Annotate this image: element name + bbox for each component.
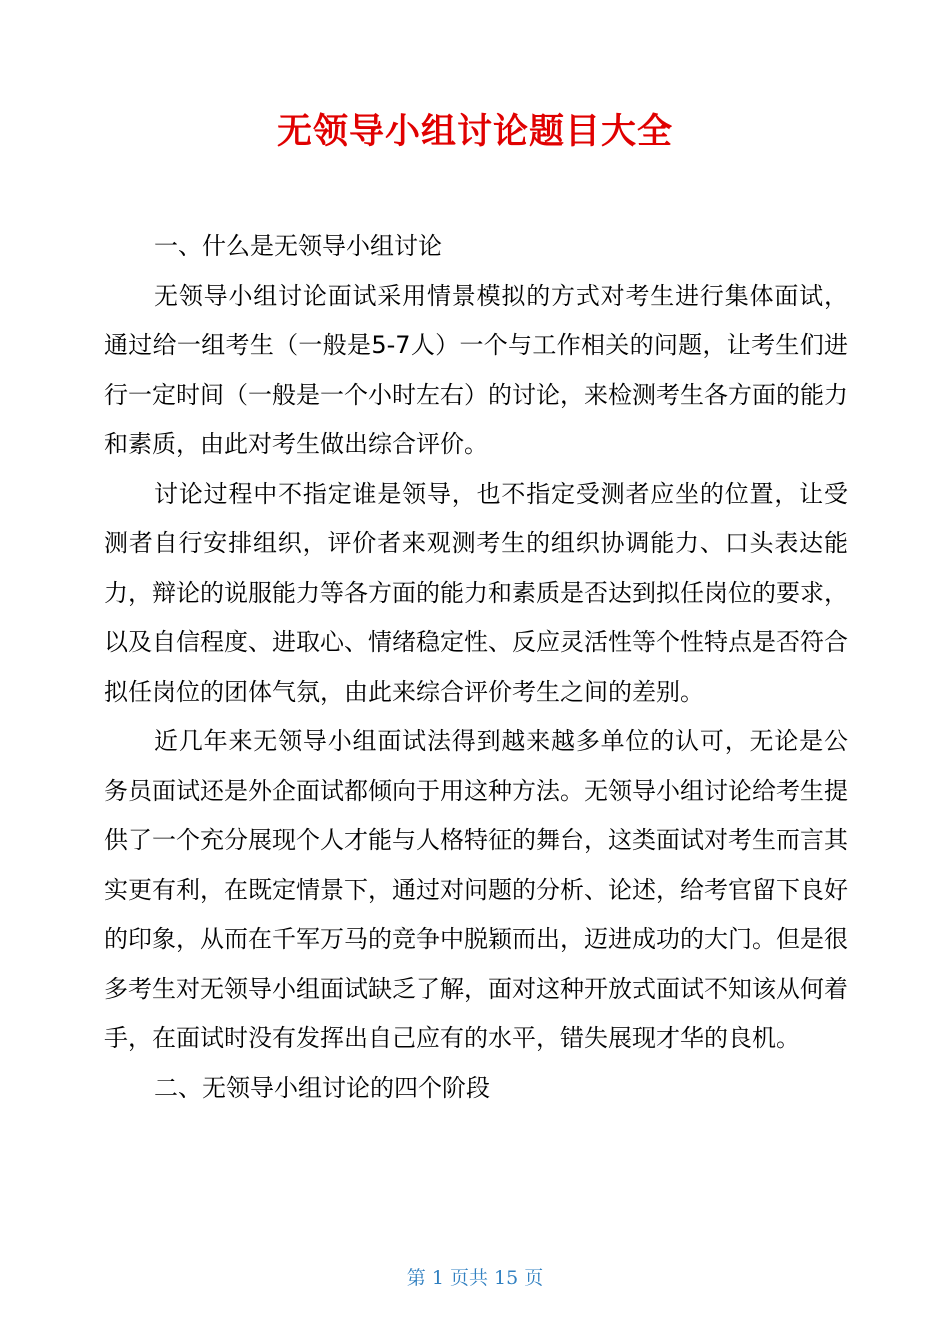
paragraph-3: 近几年来无领导小组面试法得到越来越多单位的认可，无论是公务员面试还是外企面试都倾向于用这种方法。无领导小组讨论给考生提供了一个充分展现个人才能与人格特征的舞台，这类面试对考生而言其实更有利，在既定情景下，通过对问题的分析、论述，给考官留下良好的印象，从而在千军万马的竞争中脱颖而出，迈进成功的大门。但是很多考生对无领导小组面试缺乏了解，面对这种开放式面试不知该从何着手，在面试时没有发挥出自己应有的水平，错失展现才华的良机。 bbox=[104, 727, 848, 1052]
section-heading-1: 一、什么是无领导小组讨论 bbox=[154, 232, 442, 260]
document-title: 无领导小组讨论题目大全 bbox=[276, 112, 673, 152]
paragraph-1: 无领导小组讨论面试采用情景模拟的方式对考生进行集体面试，通过给一组考生（一般是5-7人）一个与工作相关的问题，让考生们进行一定时间（一般是一个小时左右）的讨论，来检测考生各方面的能力和素质，由此对考生做出综合评价。 bbox=[104, 281, 848, 458]
paragraph-2: 讨论过程中不指定谁是领导，也不指定受测者应坐的位置，让受测者自行安排组织，评价者来观测考生的组织协调能力、口头表达能力，辩论的说服能力等各方面的能力和素质是否达到拟任岗位的要求，以及自信程度、进取心、情绪稳定性、反应灵活性等个性特点是否符合拟任岗位的团体气氛，由此来综合评价考生之间的差别。 bbox=[104, 479, 848, 706]
section-heading-2: 二、无领导小组讨论的四个阶段 bbox=[154, 1073, 490, 1102]
page-number-footer: 第 1 页共 15 页 bbox=[406, 1267, 544, 1289]
document-body bbox=[104, 222, 848, 1113]
